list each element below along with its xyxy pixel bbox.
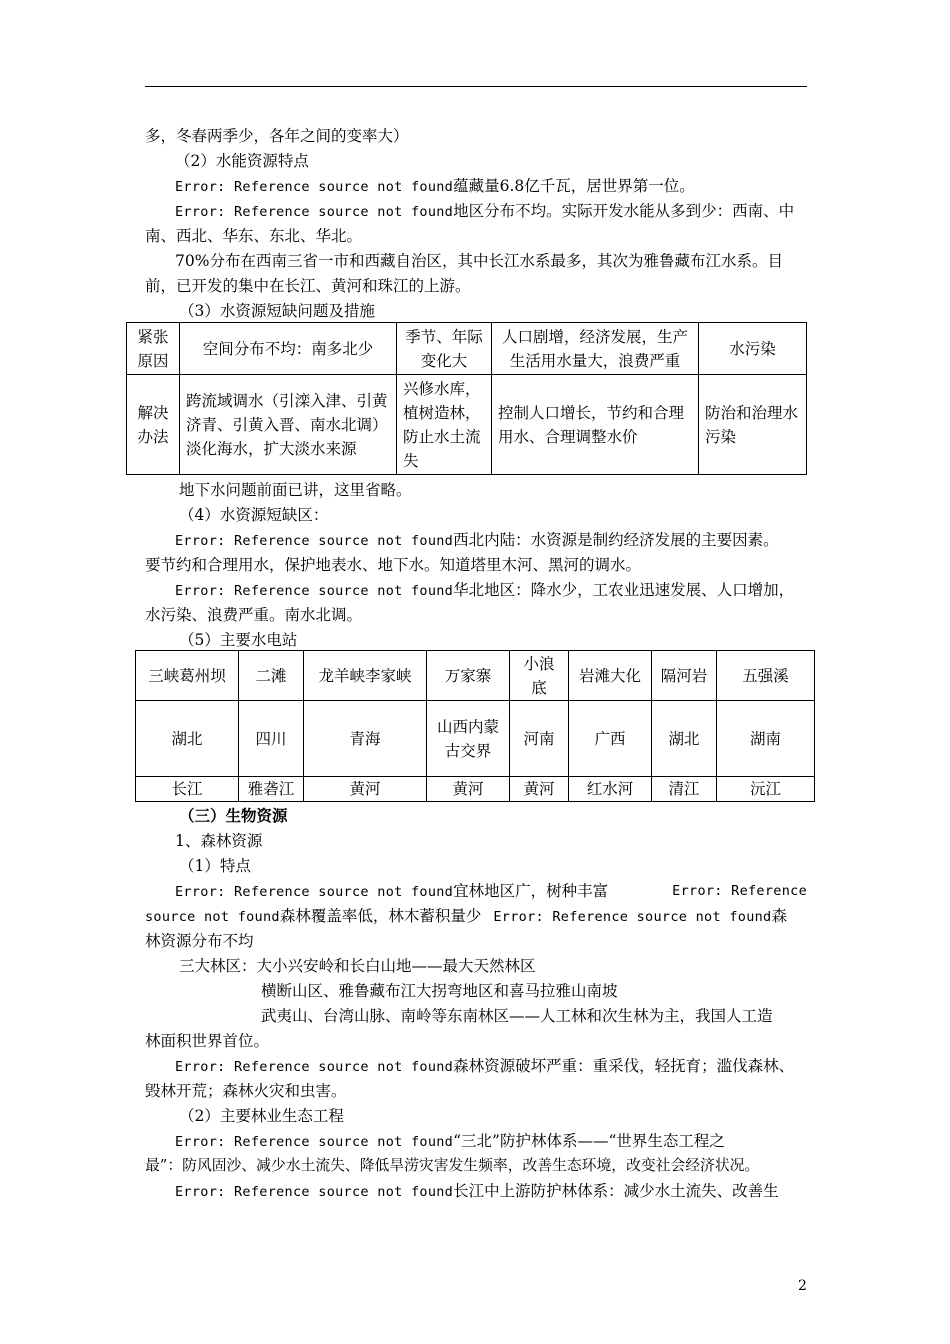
section-heading: 1、森林资源 xyxy=(175,832,263,850)
paragraph-line xyxy=(175,580,807,601)
reference-error: Error: Reference source not found xyxy=(175,583,454,599)
paragraph-text: “三北”防护林体系——“世界生态工程之 xyxy=(453,1132,725,1150)
table-cell: 红水河 xyxy=(569,777,652,802)
paragraph-text: 宜林地区广，树种丰富 xyxy=(453,882,609,900)
table-cell: 万家寨 xyxy=(427,651,510,701)
table-cell: 龙羊峡李家峡 xyxy=(304,651,427,701)
paragraph-line: 毁林开荒；森林火灾和虫害。 xyxy=(145,1082,347,1100)
paragraph-line xyxy=(175,1056,807,1077)
table-row xyxy=(127,375,807,475)
section-heading: （4）水资源短缺区： xyxy=(179,506,329,524)
section-heading: （5）主要水电站 xyxy=(179,631,298,649)
paragraph-line: 多，冬春两季少，各年之间的变率大） xyxy=(145,127,409,145)
paragraph-line: 地下水问题前面已讲，这里省略。 xyxy=(179,481,412,499)
table-cell: 三峡葛州坝 xyxy=(136,651,239,701)
paragraph-line xyxy=(175,176,807,197)
paragraph-line xyxy=(175,1181,807,1202)
section-heading: （2）主要林业生态工程 xyxy=(179,1107,344,1125)
reference-error: Error: Reference source not found xyxy=(175,533,454,549)
reference-error: Error: Reference source not found xyxy=(175,204,454,220)
table-cell: 控制人口增长，节约和合理用水、合理调整水价 xyxy=(492,375,699,475)
table-cell: 长江 xyxy=(136,777,239,802)
table-cell: 五强溪 xyxy=(717,651,815,701)
reference-error: Error: Reference source not found xyxy=(175,1184,454,1200)
table-cell: 河南 xyxy=(510,701,569,777)
table-cell: 紧张原因 xyxy=(127,323,180,375)
reference-error: Error: Reference source not found xyxy=(175,179,454,195)
paragraph-text: 西北内陆：水资源是制约经济发展的主要因素。 xyxy=(453,531,779,549)
paragraph-line: 南、西北、华东、东北、华北。 xyxy=(145,227,363,245)
paragraph-line: 林资源分布不均 xyxy=(145,932,254,950)
table-cell: 隔河岩 xyxy=(652,651,717,701)
reference-error: Error: Reference source not found xyxy=(175,1134,454,1150)
section-heading: （2）水能资源特点 xyxy=(175,152,309,170)
table-cell: 解决办法 xyxy=(127,375,180,475)
table-cell: 人口剧增，经济发展，生产生活用水量大，浪费严重 xyxy=(492,323,699,375)
section-heading: （三）生物资源 xyxy=(179,806,288,825)
table-row xyxy=(136,701,815,777)
table-cell: 清江 xyxy=(652,777,717,802)
header-rule xyxy=(145,86,807,87)
paragraph-line: 前，已开发的集中在长江、黄河和珠江的上游。 xyxy=(145,277,471,295)
table-cell: 空间分布不均：南多北少 xyxy=(180,323,397,375)
table-cell: 跨流域调水（引滦入津、引黄济青、引黄入晋、南水北调）淡化海水，扩大淡水来源 xyxy=(180,375,397,475)
paragraph-line: 要节约和合理用水，保护地表水、地下水。知道塔里木河、黑河的调水。 xyxy=(145,556,642,574)
table-cell: 兴修水库，植树造林，防止水土流失 xyxy=(397,375,492,475)
table-cell: 湖北 xyxy=(652,701,717,777)
section-heading: （3）水资源短缺问题及措施 xyxy=(179,302,375,320)
table-cell: 二滩 xyxy=(239,651,304,701)
paragraph-line: 70%分布在西南三省一市和西藏自治区，其中长江水系最多，其次为雅鲁藏布江水系。目 xyxy=(175,252,783,270)
paragraph-text: 地区分布不均。实际开发水能从多到少：西南、中 xyxy=(453,202,795,220)
paragraph-text: 森林覆盖率低，林木蓄积量少 xyxy=(279,907,482,925)
table-cell: 黄河 xyxy=(427,777,510,802)
paragraph-line: 水污染、浪费严重。南水北调。 xyxy=(145,606,363,624)
table-cell: 山西内蒙古交界 xyxy=(427,701,510,777)
paragraph-line xyxy=(175,201,807,222)
paragraph-text: 森林资源破坏严重：重采伐，轻抚育；滥伐森林、 xyxy=(453,1057,795,1075)
paragraph-line: 武夷山、台湾山脉、南岭等东南林区——人工林和次生林为主，我国人工造 xyxy=(261,1007,773,1025)
table-cell: 雅砻江 xyxy=(239,777,304,802)
paragraph-line xyxy=(175,881,807,902)
paragraph-line xyxy=(175,530,807,551)
table-cell: 青海 xyxy=(304,701,427,777)
table-cell: 沅江 xyxy=(717,777,815,802)
reference-error: Error: Reference source not found xyxy=(175,884,454,900)
paragraph-line xyxy=(145,906,807,927)
paragraph-text: 森 xyxy=(771,907,787,925)
paragraph-line: 三大林区：大小兴安岭和长白山地——最大天然林区 xyxy=(179,957,536,975)
table-cell: 湖南 xyxy=(717,701,815,777)
reference-error: Error: Reference xyxy=(672,883,807,899)
table-row xyxy=(127,323,807,375)
reference-error: Error: Reference source not found xyxy=(175,1059,454,1075)
paragraph-text: 长江中上游防护林体系：减少水土流失、改善生 xyxy=(453,1182,779,1200)
table-cell: 黄河 xyxy=(510,777,569,802)
table-row xyxy=(136,777,815,802)
water-shortage-table xyxy=(126,322,807,475)
table-cell: 湖北 xyxy=(136,701,239,777)
table-cell: 水污染 xyxy=(699,323,807,375)
paragraph-text: 华北地区：降水少，工农业迅速发展、人口增加， xyxy=(453,581,795,599)
table-cell: 岩滩大化 xyxy=(569,651,652,701)
table-cell: 广西 xyxy=(569,701,652,777)
reference-error: Error: Reference source not found xyxy=(493,909,772,925)
hydropower-station-table xyxy=(135,650,815,802)
table-cell: 防治和治理水污染 xyxy=(699,375,807,475)
paragraph-line: 横断山区、雅鲁藏布江大拐弯地区和喜马拉雅山南坡 xyxy=(261,982,618,1000)
table-cell: 四川 xyxy=(239,701,304,777)
table-cell: 黄河 xyxy=(304,777,427,802)
page-number: 2 xyxy=(798,1278,807,1294)
section-heading: （1）特点 xyxy=(179,857,251,875)
table-cell: 季节、年际变化大 xyxy=(397,323,492,375)
table-cell: 小浪底 xyxy=(510,651,569,701)
paragraph-line xyxy=(175,1131,807,1152)
table-row xyxy=(136,651,815,701)
paragraph-line: 最”：防风固沙、减少水土流失、降低旱涝灾害发生频率，改善生态环境，改变社会经济状况。 xyxy=(145,1157,760,1174)
paragraph-line: 林面积世界首位。 xyxy=(145,1032,270,1050)
reference-error: source not found xyxy=(145,909,280,925)
paragraph-text: 蕴藏量6.8亿千瓦，居世界第一位。 xyxy=(453,177,695,195)
